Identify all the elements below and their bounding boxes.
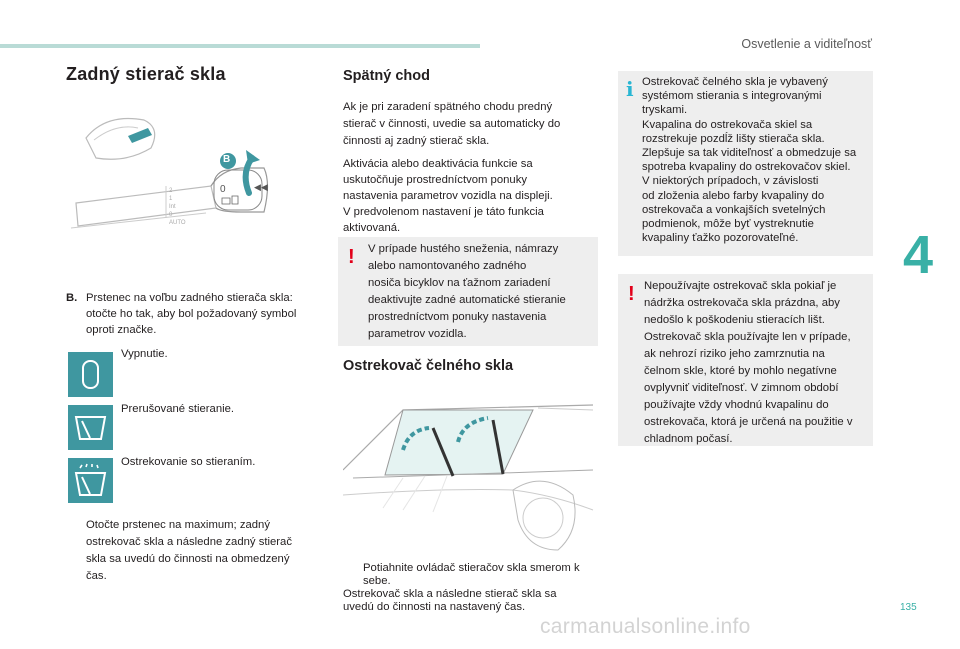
body-line: V predvolenom nastavení je táto funkcia — [343, 206, 544, 218]
warning-line: ovplyvniť viditeľnosť. V zimnom období — [644, 382, 839, 394]
windscreen-washer-illustration — [343, 400, 598, 555]
mode-label-intermittent: Prerušované stieranie. — [121, 403, 235, 415]
chapter-number: 4 — [903, 225, 934, 285]
info-line: Kvapalina do ostrekovača skiel sa — [642, 119, 813, 131]
section-title: Osvetlenie a viditeľnosť — [741, 37, 872, 51]
svg-text:Int: Int — [169, 204, 176, 210]
warning-icon: ! — [628, 283, 635, 305]
warning-line: ak nehrozí riziko jeho zamrznutia na — [644, 348, 825, 360]
warning-line: ostrekovača, ktorá je určená na použitie v — [644, 416, 853, 428]
svg-text:2: 2 — [169, 188, 173, 194]
warning-line: alebo namontovaného zadného — [368, 260, 527, 272]
caption-line: Prstenec na voľbu zadného stierača skla: — [86, 292, 293, 304]
info-line: od zloženia alebo farby kvapaliny do — [642, 190, 825, 202]
header-accent-bar — [0, 44, 480, 48]
warning-line: prostredníctvom ponuky nastavenia — [368, 311, 547, 323]
info-line: podmienok, môže byť vystreknutie — [642, 218, 814, 230]
bullet-line: sebe. — [363, 575, 391, 587]
body-line: skla sa uvedú do činnosti na obmedzený — [86, 553, 290, 565]
warning-line: parametrov vozidla. — [368, 328, 467, 340]
page-number: 135 — [900, 602, 917, 613]
warning-line: čelnom skle, ktoré by mohlo negatívne — [644, 365, 837, 377]
caption-line: oproti značke. — [86, 324, 157, 336]
info-line: V niektorých prípadoch, v závislosti — [642, 175, 819, 187]
wiper-stalk-illustration — [66, 108, 302, 256]
page-title: Zadný stierač skla — [66, 64, 226, 84]
warning-line: nosiča bicyklov na ťažnom zariadení — [368, 277, 551, 289]
caption-marker: B. — [66, 292, 78, 304]
warning-icon: ! — [348, 246, 355, 268]
body-line: Otočte prstenec na maximum; zadný — [86, 519, 270, 531]
caption-line: otočte ho tak, aby bol požadovaný symbol — [86, 308, 297, 320]
body-line: nastavenia parametrov vozidla na displeji. — [343, 190, 553, 202]
info-line: tryskami. — [642, 104, 688, 116]
warning-line: chladnom počasí. — [644, 433, 733, 445]
warning-line: Nepoužívajte ostrekovač skla pokiaľ je — [644, 280, 837, 292]
body-line: uvedú do činnosti na nastavený čas. — [343, 601, 526, 613]
svg-text:0: 0 — [169, 212, 173, 218]
mode-label-wash: Ostrekovanie so stieraním. — [121, 456, 256, 468]
body-line: uskutočňuje prostredníctvom ponuky — [343, 174, 527, 186]
info-icon: i — [626, 77, 634, 101]
body-line: stierač v činnosti, uvedie sa automaticky do — [343, 118, 561, 130]
info-line: systémom stierania s integrovanými — [642, 90, 822, 102]
info-line: kvapaliny ťažko pozorovateľné. — [642, 232, 799, 244]
info-line: Zlepšuje sa tak viditeľnosť a obmedzuje sa — [642, 147, 857, 159]
bullet-line: Potiahnite ovládač stieračov skla smerom k — [363, 562, 580, 574]
svg-text:1: 1 — [169, 196, 173, 202]
warning-line: nádržka ostrekovača skla prázdna, aby — [644, 297, 840, 309]
body-line: Ak je pri zaradení spätného chodu predný — [343, 101, 553, 113]
warning-box-washer — [618, 274, 873, 446]
info-line: ostrekovača a vonkajších svetelných — [642, 204, 826, 216]
warning-line: deaktivujte zadné automatické stieranie — [368, 294, 566, 306]
section-heading-washer: Ostrekovač čelného skla — [343, 358, 514, 374]
wash-wipe-icon — [68, 458, 113, 503]
warning-line: Ostrekovač skla používajte len v prípade, — [644, 331, 851, 343]
warning-line: V prípade hustého sneženia, námrazy — [368, 243, 559, 255]
info-line: Ostrekovač čelného skla je vybavený — [642, 76, 828, 88]
body-line: Ostrekovač skla a následne stierač skla sa — [343, 588, 557, 600]
warning-line: používajte vždy vhodnú kvapalinu do — [644, 399, 829, 411]
info-box — [618, 71, 873, 256]
warning-line: nedošlo k poškodeniu stieracích lišt. — [644, 314, 825, 326]
svg-text:0: 0 — [220, 184, 226, 195]
body-line: čas. — [86, 570, 107, 582]
section-heading-reverse: Spätný chod — [343, 68, 431, 84]
figure-label-b: B — [223, 154, 231, 165]
warning-box-reverse — [338, 237, 598, 346]
body-line: ostrekovač skla a následne zadný stierač — [86, 536, 292, 548]
off-ring-icon — [68, 352, 113, 397]
body-line: aktivovaná. — [343, 222, 401, 234]
svg-text:AUTO: AUTO — [169, 220, 186, 226]
body-line: Aktivácia alebo deaktivácia funkcie sa — [343, 158, 533, 170]
info-line: rozstrekuje pozdĺž lišty stierača skla. — [642, 133, 825, 145]
intermittent-wipe-icon — [68, 405, 113, 450]
info-line: spotreba kvapaliny do ostrekovačov skiel. — [642, 161, 851, 173]
watermark: carmanualsonline.info — [540, 615, 751, 638]
body-line: činnosti aj zadný stierač skla. — [343, 135, 490, 147]
svg-text:◀◀: ◀◀ — [254, 183, 268, 193]
mode-label-off: Vypnutie. — [121, 348, 168, 360]
